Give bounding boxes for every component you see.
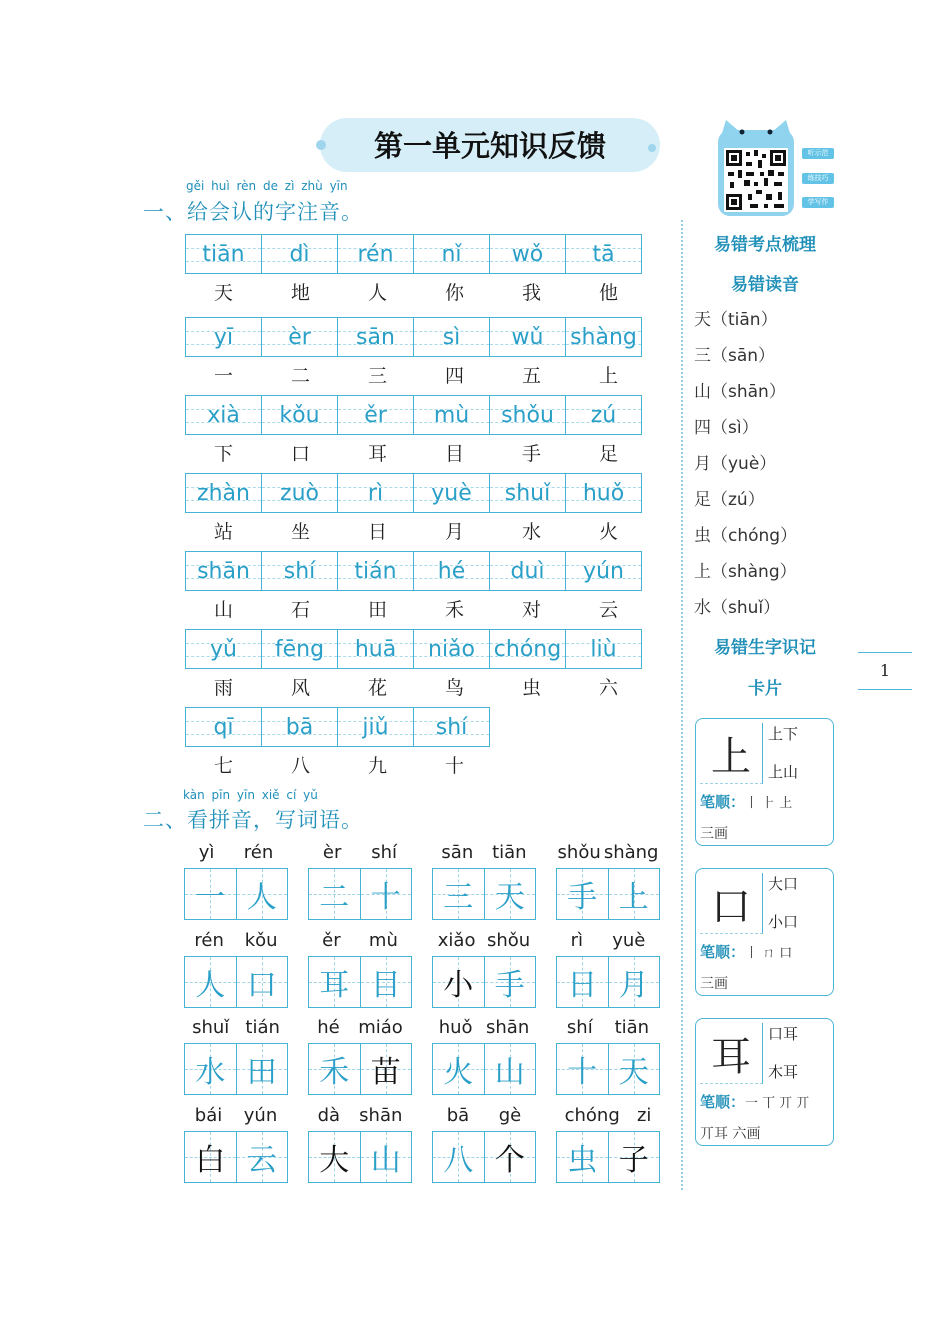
pinyin-text: shān — [197, 558, 250, 584]
tianzige-cell[interactable] — [185, 957, 236, 1007]
word-item — [308, 1017, 412, 1095]
pinyin-text: sān — [356, 324, 395, 350]
tianzige-cell[interactable] — [236, 1132, 288, 1182]
sidebar-subheading-cards: 易错生字识记 — [714, 638, 816, 658]
hanzi-char: 禾 — [444, 599, 464, 621]
word-pinyin: kǒu — [244, 930, 278, 951]
pinyin-text: yǔ — [210, 636, 237, 662]
word-char: 白 — [195, 1143, 226, 1178]
tianzige-cell[interactable] — [185, 1044, 236, 1094]
pinyin-text: zuò — [280, 480, 319, 506]
hanzi-char: 我 — [521, 282, 541, 304]
word-char: 子 — [618, 1143, 649, 1178]
reading-item: 三（sān） — [694, 346, 776, 366]
word-pinyin: miáo — [358, 1017, 403, 1038]
word-pinyin: rì — [570, 930, 584, 951]
word-pinyin: huǒ — [438, 1017, 473, 1038]
hanzi-char: 站 — [213, 521, 233, 543]
word-pinyin: shàng — [603, 842, 659, 863]
hanzi-char: 日 — [367, 521, 387, 543]
hanzi-char: 口 — [290, 443, 310, 465]
stroke-sequence: 丨 ㄇ 口 — [745, 946, 793, 961]
card-word: 上下 — [768, 725, 799, 743]
tianzige-cell[interactable] — [433, 957, 484, 1007]
word-pinyin: xiǎo — [437, 930, 476, 951]
pinyin-row — [185, 395, 647, 466]
card-char: 口 — [700, 873, 763, 934]
word-item — [308, 1105, 412, 1183]
pinyin-text: shǒu — [501, 402, 554, 428]
reading-item: 虫（chóng） — [694, 526, 798, 546]
pinyin-text: tā — [592, 241, 615, 267]
pinyin-box[interactable] — [565, 317, 642, 357]
pinyin-text: zhàn — [197, 480, 250, 506]
word-pinyin: dà — [317, 1105, 341, 1126]
card-word: 口耳 — [768, 1025, 799, 1043]
hanzi-char: 天 — [213, 282, 233, 304]
tianzige-cell[interactable] — [484, 1044, 536, 1094]
pinyin-row — [185, 473, 647, 544]
word-pinyin: zi — [636, 1105, 652, 1126]
pinyin-row — [185, 551, 647, 622]
pinyin-text: mù — [433, 402, 470, 428]
hanzi-char: 他 — [598, 282, 618, 304]
hanzi-char: 四 — [444, 365, 464, 387]
word-char: 手 — [567, 880, 598, 915]
pinyin-box[interactable] — [413, 317, 490, 357]
section1-heading: 一、给会认的字注音。 — [143, 200, 363, 224]
card-word: 大口 — [768, 875, 799, 893]
pinyin-text: ěr — [364, 402, 387, 428]
word-char: 田 — [246, 1055, 277, 1090]
pinyin-box[interactable] — [565, 551, 642, 591]
hanzi-char: 地 — [290, 282, 310, 304]
word-item — [184, 842, 288, 920]
word-item — [308, 930, 412, 1008]
hanzi-char: 鸟 — [444, 677, 464, 699]
tianzige-cell[interactable] — [484, 1132, 536, 1182]
word-item — [556, 1105, 660, 1183]
word-item — [184, 1105, 288, 1183]
tianzige-cell[interactable] — [433, 1132, 484, 1182]
pinyin-box[interactable] — [261, 473, 338, 513]
pinyin-text: èr — [288, 324, 311, 350]
pinyin-box[interactable] — [565, 395, 642, 435]
pinyin-text: liù — [590, 636, 617, 662]
pinyin-box[interactable] — [337, 551, 414, 591]
tianzige-cell[interactable] — [608, 869, 660, 919]
card-stroke-count: 六画 — [732, 1126, 761, 1142]
pinyin-text: xià — [207, 402, 240, 428]
hanzi-char: 田 — [367, 599, 387, 621]
tianzige-cell[interactable] — [360, 957, 412, 1007]
tianzige-cell[interactable] — [608, 1044, 660, 1094]
stroke-label: 笔顺： — [700, 1093, 746, 1111]
word-pinyin: rén — [194, 930, 224, 951]
hanzi-char: 一 — [213, 365, 233, 387]
word-char: 十 — [370, 880, 401, 915]
word-pinyin: shí — [371, 842, 398, 863]
pinyin-box[interactable] — [489, 395, 566, 435]
word-pinyin: sān — [441, 842, 474, 863]
pinyin-text: huǒ — [582, 480, 625, 506]
word-char: 人 — [195, 968, 226, 1003]
word-char: 苗 — [370, 1055, 401, 1090]
pinyin-box[interactable] — [413, 234, 490, 274]
tianzige-cell[interactable] — [185, 1132, 236, 1182]
page-title: 第一单元知识反馈 — [373, 129, 606, 163]
page-number: 1 — [858, 652, 912, 690]
word-item — [432, 842, 536, 920]
word-char: 上 — [618, 880, 649, 915]
word-char: 人 — [246, 880, 277, 915]
reading-item: 天（tiān） — [694, 310, 778, 330]
tianzige-cell[interactable] — [608, 957, 660, 1007]
tianzige-cell[interactable] — [484, 957, 536, 1007]
pinyin-box[interactable] — [261, 551, 338, 591]
pinyin-box[interactable] — [185, 473, 262, 513]
pinyin-text: kǒu — [279, 402, 320, 428]
hanzi-char: 十 — [444, 755, 464, 777]
reading-item: 四（sì） — [694, 418, 759, 438]
hanzi-char: 月 — [444, 521, 464, 543]
hanzi-char: 上 — [598, 365, 618, 387]
word-item — [184, 1017, 288, 1095]
tianzige-cell[interactable] — [557, 869, 608, 919]
pinyin-box[interactable] — [261, 234, 338, 274]
pinyin-box[interactable] — [185, 629, 262, 669]
word-char: 个 — [494, 1143, 525, 1178]
word-char: 耳 — [319, 968, 350, 1003]
hanzi-char: 八 — [290, 755, 310, 777]
card-char: 上 — [700, 723, 763, 784]
word-item — [432, 930, 536, 1008]
pinyin-box[interactable] — [261, 629, 338, 669]
word-char: 一 — [195, 880, 226, 915]
hanzi-char: 你 — [444, 282, 464, 304]
word-pinyin: gè — [498, 1105, 522, 1126]
qr-mascot[interactable] — [716, 118, 796, 218]
word-item — [432, 1017, 536, 1095]
hanzi-char: 山 — [213, 599, 233, 621]
pinyin-box[interactable] — [413, 473, 490, 513]
word-pinyin: ěr — [322, 930, 341, 951]
word-char: 二 — [319, 880, 350, 915]
hanzi-char: 二 — [290, 365, 310, 387]
hanzi-char: 三 — [367, 365, 387, 387]
card-stroke-count: 三画 — [700, 976, 728, 992]
word-pinyin: chóng — [564, 1105, 620, 1126]
pinyin-box[interactable] — [489, 551, 566, 591]
card-stroke-order — [700, 1091, 809, 1112]
reading-item: 山（shān） — [694, 382, 786, 402]
word-pinyin: bā — [446, 1105, 470, 1126]
pinyin-text: rén — [357, 241, 394, 267]
char-card[interactable] — [695, 1018, 834, 1146]
pinyin-box[interactable] — [337, 234, 414, 274]
reading-item: 水（shuǐ） — [694, 598, 781, 618]
qr-tag: 学写作 — [802, 197, 834, 208]
word-pinyin: hé — [317, 1017, 340, 1038]
word-char: 十 — [567, 1055, 598, 1090]
word-pinyin: yì — [198, 842, 215, 863]
word-item — [432, 1105, 536, 1183]
word-item — [556, 1017, 660, 1095]
tianzige-cell[interactable] — [185, 869, 236, 919]
word-pinyin: tián — [245, 1017, 280, 1038]
word-char: 手 — [494, 968, 525, 1003]
tianzige-cell[interactable] — [309, 957, 360, 1007]
word-pinyin: shǒu — [557, 842, 601, 863]
pinyin-box[interactable] — [489, 234, 566, 274]
pinyin-text: chóng — [493, 636, 562, 662]
tianzige-cell[interactable] — [608, 1132, 660, 1182]
hanzi-char: 风 — [290, 677, 310, 699]
tianzige-cell[interactable] — [309, 869, 360, 919]
pinyin-box[interactable] — [413, 629, 490, 669]
word-pinyin: shí — [566, 1017, 593, 1038]
word-char: 目 — [370, 968, 401, 1003]
pinyin-box[interactable] — [489, 317, 566, 357]
tianzige-cell[interactable] — [433, 1044, 484, 1094]
reading-item: 上（shàng） — [694, 562, 797, 582]
tianzige-cell[interactable] — [557, 957, 608, 1007]
word-char: 八 — [443, 1143, 474, 1178]
card-stroke-count: 三画 — [700, 826, 728, 842]
pinyin-box[interactable] — [413, 551, 490, 591]
word-pinyin: shān — [359, 1105, 403, 1126]
pinyin-box[interactable] — [337, 317, 414, 357]
word-pinyin: èr — [322, 842, 342, 863]
word-char: 日 — [567, 968, 598, 1003]
hanzi-char: 目 — [444, 443, 464, 465]
sidebar-heading: 易错考点梳理 — [714, 235, 816, 255]
hanzi-char: 坐 — [290, 521, 310, 543]
tianzige-cell[interactable] — [557, 1044, 608, 1094]
word-char: 三 — [443, 880, 474, 915]
word-item — [308, 842, 412, 920]
pinyin-row — [185, 234, 647, 305]
pinyin-text: wǔ — [511, 324, 544, 350]
card-word: 上山 — [768, 763, 799, 781]
word-char: 天 — [494, 880, 525, 915]
pinyin-box[interactable] — [489, 473, 566, 513]
word-item — [556, 842, 660, 920]
pinyin-text: dì — [289, 241, 310, 267]
word-pinyin: rén — [243, 842, 274, 863]
word-pinyin: shān — [486, 1017, 530, 1038]
hanzi-char: 五 — [521, 365, 541, 387]
pinyin-box[interactable] — [565, 473, 642, 513]
tianzige-cell[interactable] — [236, 1044, 288, 1094]
tianzige-cell[interactable] — [484, 869, 536, 919]
tianzige-cell[interactable] — [433, 869, 484, 919]
pinyin-text: tián — [354, 558, 397, 584]
pinyin-text: yī — [213, 324, 234, 350]
word-char: 云 — [246, 1143, 277, 1178]
pinyin-box[interactable] — [185, 551, 262, 591]
char-card[interactable] — [695, 868, 834, 996]
word-char: 天 — [618, 1055, 649, 1090]
section1-pinyin: gěi huì rèn de zì zhù yīn — [186, 179, 348, 193]
section2-heading: 二、看拼音，写词语。 — [143, 808, 363, 832]
pinyin-row — [185, 707, 493, 778]
pinyin-box[interactable] — [261, 707, 338, 747]
pinyin-text: shí — [283, 558, 316, 584]
word-item — [556, 930, 660, 1008]
stroke-sequence-cont: 丌耳 — [700, 1126, 733, 1142]
pinyin-box[interactable] — [261, 317, 338, 357]
card-word: 木耳 — [768, 1063, 799, 1081]
pinyin-box[interactable] — [337, 707, 414, 747]
pinyin-text: duì — [510, 558, 545, 584]
pinyin-text: jiǔ — [362, 714, 389, 740]
word-pinyin: yún — [243, 1105, 278, 1126]
pinyin-box[interactable] — [185, 395, 262, 435]
sidebar-subheading-cards-2: 卡片 — [748, 679, 782, 699]
reading-item: 足（zú） — [694, 490, 765, 510]
pinyin-text: wǒ — [511, 241, 544, 267]
card-stroke-order — [700, 941, 792, 962]
pinyin-text: qī — [213, 714, 234, 740]
tianzige-cell[interactable] — [309, 1132, 360, 1182]
pinyin-box[interactable] — [489, 629, 566, 669]
word-char: 大 — [319, 1143, 350, 1178]
stroke-label: 笔顺： — [700, 943, 746, 961]
pinyin-text: nǐ — [441, 241, 462, 267]
word-char: 小 — [443, 968, 474, 1003]
word-item — [184, 930, 288, 1008]
hanzi-char: 耳 — [367, 443, 387, 465]
stroke-sequence: 丨 ⺊ 上 — [745, 796, 793, 811]
hanzi-char: 火 — [598, 521, 618, 543]
word-pinyin: mù — [368, 930, 398, 951]
char-card[interactable] — [695, 718, 834, 846]
pinyin-text: fēng — [274, 636, 325, 662]
hanzi-char: 对 — [521, 599, 541, 621]
pinyin-text: hé — [437, 558, 466, 584]
reading-item: 月（yuè） — [694, 454, 777, 474]
sidebar-subheading-readings: 易错读音 — [731, 275, 799, 295]
pinyin-text: shí — [435, 714, 468, 740]
card-stroke-order — [700, 791, 792, 812]
word-char: 禾 — [319, 1055, 350, 1090]
word-char: 山 — [370, 1143, 401, 1178]
word-char: 山 — [494, 1055, 525, 1090]
pinyin-box[interactable] — [565, 629, 642, 669]
hanzi-char: 下 — [213, 443, 233, 465]
hanzi-char: 花 — [367, 677, 387, 699]
pinyin-text: bā — [285, 714, 314, 740]
word-pinyin: tiān — [614, 1017, 650, 1038]
pinyin-text: sì — [442, 324, 461, 350]
card-char: 耳 — [700, 1023, 763, 1084]
section2-pinyin: kàn pīn yīn xiě cí yǔ — [183, 788, 318, 802]
hanzi-char: 足 — [598, 443, 618, 465]
qr-tag: 练技巧 — [802, 173, 834, 184]
word-char: 虫 — [567, 1143, 598, 1178]
word-char: 口 — [246, 968, 277, 1003]
pinyin-text: huā — [354, 636, 397, 662]
word-pinyin: shǒu — [487, 930, 531, 951]
pinyin-text: yuè — [431, 480, 472, 506]
pinyin-box[interactable] — [261, 395, 338, 435]
pinyin-text: shàng — [570, 324, 637, 350]
tianzige-cell[interactable] — [360, 1132, 412, 1182]
pinyin-text: rì — [367, 480, 384, 506]
hanzi-char: 六 — [598, 677, 618, 699]
stroke-sequence: 一 丅 丌 丌 — [745, 1096, 810, 1111]
pinyin-box[interactable] — [413, 707, 490, 747]
word-char: 火 — [443, 1055, 474, 1090]
word-pinyin: yuè — [612, 930, 646, 951]
pinyin-text: zú — [590, 402, 617, 428]
hanzi-char: 虫 — [521, 677, 541, 699]
pinyin-box[interactable] — [337, 629, 414, 669]
hanzi-char: 水 — [521, 521, 541, 543]
tianzige-cell[interactable] — [309, 1044, 360, 1094]
pinyin-text: tiān — [202, 241, 245, 267]
hanzi-char: 雨 — [213, 677, 233, 699]
pinyin-box[interactable] — [185, 707, 262, 747]
word-pinyin: bái — [194, 1105, 223, 1126]
word-pinyin: tiān — [492, 842, 527, 863]
pinyin-box[interactable] — [185, 234, 262, 274]
sidebar-divider — [681, 220, 683, 1190]
pinyin-row — [185, 317, 647, 388]
hanzi-char: 人 — [367, 282, 387, 304]
qr-tag: 听示范 — [802, 148, 834, 159]
word-char: 水 — [195, 1055, 226, 1090]
pinyin-row — [185, 629, 647, 700]
tianzige-cell[interactable] — [360, 869, 412, 919]
hanzi-char: 手 — [521, 443, 541, 465]
hanzi-char: 石 — [290, 599, 310, 621]
pinyin-text: niǎo — [428, 636, 475, 662]
pinyin-box[interactable] — [413, 395, 490, 435]
pinyin-box[interactable] — [337, 473, 414, 513]
pinyin-box[interactable] — [337, 395, 414, 435]
pinyin-box[interactable] — [565, 234, 642, 274]
pinyin-box[interactable] — [185, 317, 262, 357]
stroke-label: 笔顺： — [700, 793, 746, 811]
hanzi-char: 七 — [213, 755, 233, 777]
tianzige-cell[interactable] — [557, 1132, 608, 1182]
hanzi-char: 九 — [367, 755, 387, 777]
card-word: 小口 — [768, 913, 799, 931]
tianzige-cell[interactable] — [236, 869, 288, 919]
word-pinyin: shuǐ — [192, 1017, 230, 1038]
pinyin-text: yún — [583, 558, 624, 584]
pinyin-text: shuǐ — [504, 480, 551, 506]
hanzi-char: 云 — [598, 599, 618, 621]
word-char: 月 — [618, 968, 649, 1003]
tianzige-cell[interactable] — [236, 957, 288, 1007]
tianzige-cell[interactable] — [360, 1044, 412, 1094]
